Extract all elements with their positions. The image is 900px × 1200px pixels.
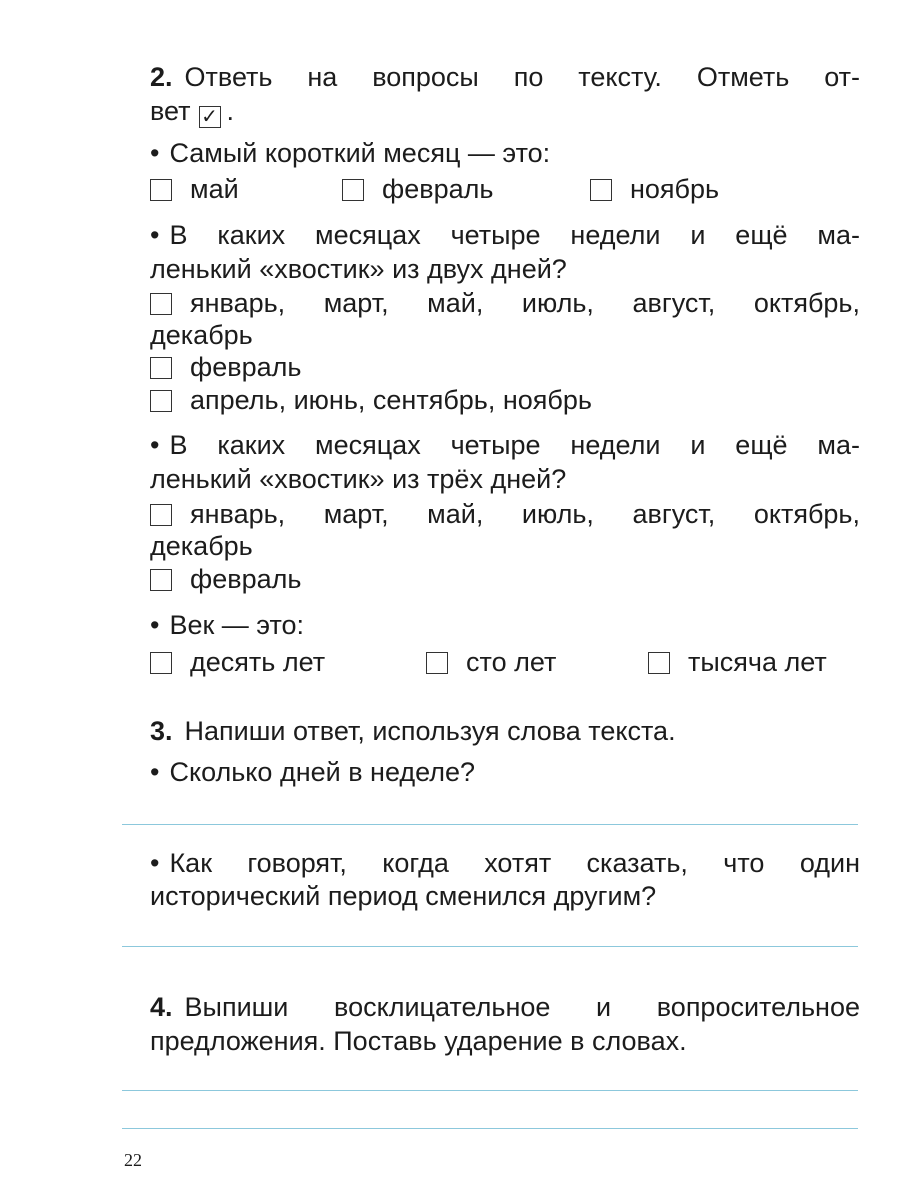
q3-question-end: ленький «хвостик» из трёх дней?	[150, 464, 567, 494]
checkbox[interactable]	[150, 504, 172, 526]
task4-instruction: Выпиши восклицательное и вопросительное	[184, 992, 860, 1022]
task2-heading-line1	[150, 60, 860, 94]
task3-q2-line2	[150, 879, 860, 913]
task4-line1	[150, 990, 860, 1024]
q2-line1	[150, 218, 860, 252]
option-label: февраль	[382, 174, 494, 204]
checkbox[interactable]	[150, 569, 172, 591]
checkbox[interactable]	[426, 652, 448, 674]
task3-q2-text: Как говорят, когда хотят сказать, что один	[169, 848, 860, 878]
q1-option-may[interactable]	[150, 172, 239, 206]
checkbox[interactable]	[150, 179, 172, 201]
task3-q1	[150, 755, 860, 789]
q3-option-1[interactable]	[150, 497, 860, 531]
task2-instruction: Ответь на вопросы по тексту. Отметь от-	[184, 62, 860, 92]
task2-number: 2.	[150, 62, 173, 92]
q2-line2	[150, 252, 860, 286]
option-label: декабрь	[150, 531, 253, 561]
task3-q2-text-end: исторический период сменился другим?	[150, 881, 657, 911]
task3-q2-line1	[150, 846, 860, 880]
task3-number: 3.	[150, 716, 173, 746]
period: .	[226, 96, 235, 126]
q1-question: Самый короткий месяц — это:	[169, 138, 551, 168]
q2-option-1-cont	[150, 318, 860, 352]
q2-option-3[interactable]	[150, 383, 860, 417]
option-label: февраль	[190, 564, 302, 594]
option-label: десять лет	[190, 647, 326, 677]
bullet-icon: •	[150, 610, 160, 640]
answer-line[interactable]	[122, 824, 858, 825]
q2-option-2[interactable]	[150, 350, 860, 384]
bullet-icon: •	[150, 430, 160, 460]
q2-option-1[interactable]	[150, 286, 860, 320]
q3-line2	[150, 462, 860, 496]
checkbox[interactable]	[150, 390, 172, 412]
task3-heading	[150, 714, 860, 748]
q4-option-10[interactable]	[150, 645, 325, 679]
option-label: январь, март, май, июль, август, октябрь,	[190, 288, 860, 318]
checkbox[interactable]	[150, 293, 172, 315]
bullet-icon: •	[150, 138, 160, 168]
option-label: январь, март, май, июль, август, октябрь,	[190, 499, 860, 529]
q3-option-2[interactable]	[150, 562, 860, 596]
q3-question: В каких месяцах четыре недели и ещё ма-	[169, 430, 860, 460]
checkbox[interactable]	[150, 357, 172, 379]
checkbox[interactable]	[342, 179, 364, 201]
task3-q1-text: Сколько дней в неделе?	[169, 757, 476, 787]
q1-option-feb[interactable]	[342, 172, 493, 206]
task4-instruction-end: предложения. Поставь ударение в словах.	[150, 1026, 687, 1056]
answer-line[interactable]	[122, 1090, 858, 1091]
option-label: февраль	[190, 352, 302, 382]
sample-checkbox	[199, 106, 221, 128]
bullet-icon: •	[150, 757, 160, 787]
q1-option-nov[interactable]	[590, 172, 719, 206]
q3-line1	[150, 428, 860, 462]
task2-instruction-end: вет	[150, 96, 191, 126]
task4-number: 4.	[150, 992, 173, 1022]
checkmark-icon: ✓	[201, 106, 218, 128]
q4-question: Век — это:	[169, 610, 305, 640]
q4-option-100[interactable]	[426, 645, 556, 679]
q2-question-end: ленький «хвостик» из двух дней?	[150, 254, 567, 284]
option-label: ноябрь	[630, 174, 720, 204]
task3-instruction: Напиши ответ, используя слова текста.	[184, 716, 676, 746]
bullet-icon: •	[150, 220, 160, 250]
q2-question: В каких месяцах четыре недели и ещё ма-	[169, 220, 860, 250]
task2-heading-line2	[150, 94, 860, 128]
page-number: 22	[124, 1150, 142, 1170]
checkbox[interactable]	[150, 652, 172, 674]
task4-line2	[150, 1024, 860, 1058]
checkbox[interactable]	[648, 652, 670, 674]
option-label: май	[190, 174, 239, 204]
q3-option-1-cont	[150, 529, 860, 563]
option-label: апрель, июнь, сентябрь, ноябрь	[190, 385, 592, 415]
q1-text	[150, 136, 860, 170]
bullet-icon: •	[150, 848, 160, 878]
checkbox[interactable]	[590, 179, 612, 201]
q4-option-1000[interactable]	[648, 645, 827, 679]
q4-text	[150, 608, 860, 642]
option-label: сто лет	[466, 647, 557, 677]
option-label: декабрь	[150, 320, 253, 350]
option-label: тысяча лет	[688, 647, 827, 677]
answer-line[interactable]	[122, 946, 858, 947]
answer-line[interactable]	[122, 1128, 858, 1129]
